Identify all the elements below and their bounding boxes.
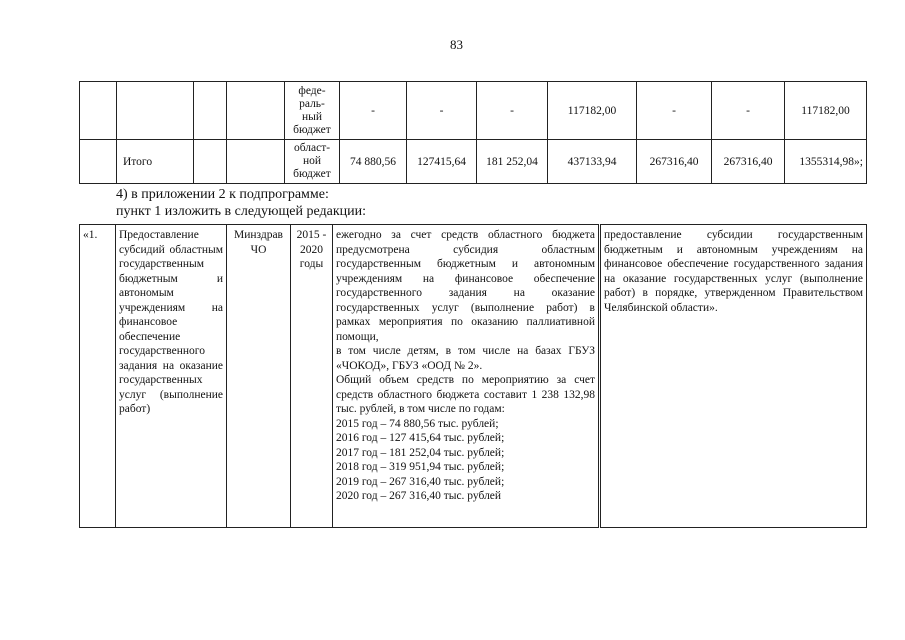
funding-source-cell	[285, 82, 340, 140]
year-line: 2017 год – 181 252,04 тыс. рублей;	[336, 446, 505, 459]
table-cell	[117, 82, 194, 140]
value-cell: 74 880,56	[340, 140, 407, 184]
table-cell	[80, 140, 117, 184]
description-main: ежегодно за счет средств областного бюджета предусмотрена субсидия областным государственным бюджетным и автономным учреждениям на финансовое обеспечение государственного задания на оказание государственных услуг (выполнение работ) в рамках мероприятия по оказанию паллиативной помощи,	[336, 229, 595, 343]
description-cell	[333, 225, 600, 528]
value-cell: 267316,40	[637, 140, 712, 184]
measure-name: Предоставление субсидий областным государственным бюджетным и автономым учреждениям на финансовое обеспечение государственного задания на оказание государственных услуг (выполнение работ)	[116, 225, 227, 528]
item-number: «1.	[80, 225, 116, 528]
funding-source-line: бюджет	[293, 168, 331, 180]
funding-source-line: феде-	[298, 84, 326, 97]
amendment-line: 4) в приложении 2 к подпрограмме:	[116, 187, 329, 202]
table-row	[80, 225, 867, 528]
table-cell	[80, 82, 117, 140]
table-row	[80, 82, 867, 140]
value-cell: -	[712, 82, 785, 140]
funding-source-line: област-	[293, 142, 331, 154]
year-line: 2020 год – 267 316,40 тыс. рублей	[336, 490, 502, 502]
table-cell	[227, 140, 285, 184]
table-cell	[194, 140, 227, 184]
value-cell: -	[637, 82, 712, 140]
year-line: 2018 год – 319 951,94 тыс. рублей;	[336, 461, 505, 473]
funding-source-line: раль-	[299, 97, 325, 110]
value-cell: 117182,00	[548, 82, 637, 140]
result-cell: предоставление субсидии государственным бюджетным и автономным учреждениям на финансовое обеспечение государственного задания на оказание государственных услуг (выполнение работ) в порядке, утвержденном Правительством Челябинской области».	[600, 225, 867, 528]
value-cell: -	[477, 82, 548, 140]
value-cell: 1355314,98»;	[785, 140, 867, 184]
value-cell: 181 252,04	[477, 140, 548, 184]
year-line: 2019 год – 267 316,40 тыс. рублей;	[336, 475, 505, 488]
funding-source-line: бюджет	[293, 123, 331, 136]
value-cell: 127415,64	[407, 140, 477, 184]
measure-table	[79, 224, 867, 528]
description-total: Общий объем средств по мероприятию за счет средств областного бюджета составит 1 238 132,98 тыс. рублей, в том числе по годам:	[336, 374, 595, 415]
amendment-line: пункт 1 изложить в следующей редакции:	[116, 204, 366, 219]
value-cell: 267316,40	[712, 140, 785, 184]
description-children: в том числе детям, в том числе на базах ГБУЗ «ЧОКОД», ГБУЗ «ООД № 2».	[336, 345, 595, 372]
total-label-cell: Итого	[117, 140, 194, 184]
funding-source-line: ный	[301, 110, 323, 123]
value-cell: 437133,94	[548, 140, 637, 184]
page-number: 83	[450, 37, 463, 52]
table-cell	[194, 82, 227, 140]
year-line: 2015 год – 74 880,56 тыс. рублей;	[336, 417, 499, 430]
budget-table	[79, 81, 867, 184]
year-line: 2016 год – 127 415,64 тыс. рублей;	[336, 432, 505, 444]
table-cell	[227, 82, 285, 140]
value-cell: -	[340, 82, 407, 140]
funding-source-line: ной	[302, 155, 322, 167]
value-cell: -	[407, 82, 477, 140]
value-cell: 117182,00	[785, 82, 867, 140]
executor-cell: Минздрав ЧО	[227, 225, 291, 528]
funding-source-cell	[285, 140, 340, 184]
period-cell: 2015 - 2020 годы	[291, 225, 333, 528]
table-row	[80, 140, 867, 184]
